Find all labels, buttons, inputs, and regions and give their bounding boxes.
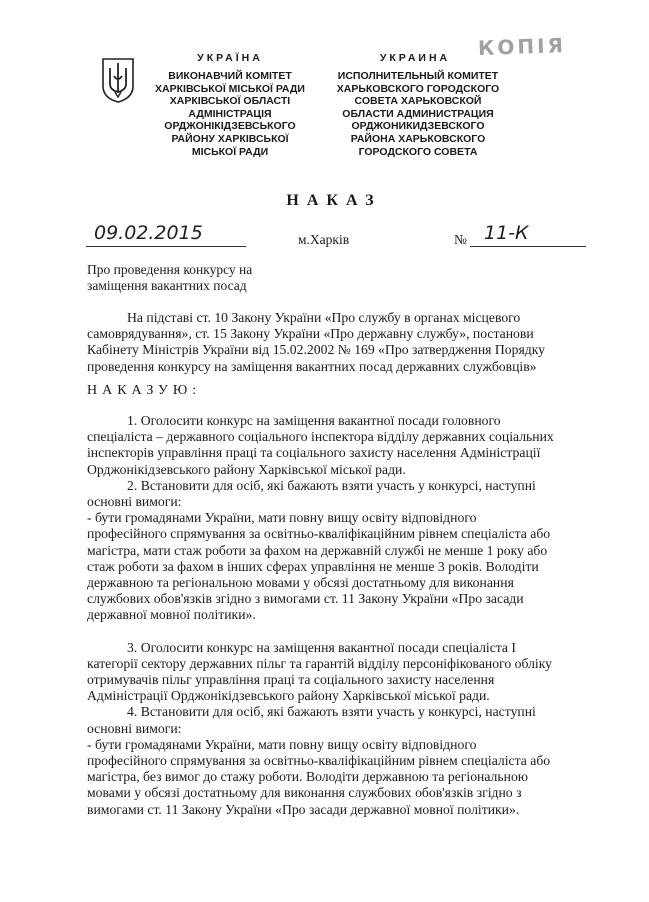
order-item-line: магістра, без вимог до стажу роботи. Володіти державною та регіональною bbox=[87, 769, 529, 785]
copy-stamp bbox=[478, 34, 602, 80]
preamble bbox=[87, 310, 601, 375]
order-item-line: стаж роботи за фахом в інших сферах управління не менше 3 років. Володіти bbox=[87, 558, 539, 574]
date-field bbox=[86, 222, 246, 247]
header-country-ua: УКРАЇНА bbox=[197, 52, 263, 64]
header-left-line: РАЙОНУ ХАРКІВСЬКОЇ bbox=[171, 132, 289, 145]
order-item bbox=[87, 413, 601, 478]
trident-emblem-icon bbox=[100, 56, 136, 104]
subject bbox=[87, 262, 347, 294]
order-item-line: - бути громадянами України, мати повну вищу освіту відповідного bbox=[87, 510, 477, 526]
order-item-line: мовами у обсязі достатньому для виконання службових обов'язків згідно з bbox=[87, 785, 522, 801]
header-left-line: ХАРКІВСЬКОЇ МІСЬКОЇ РАДИ bbox=[155, 82, 305, 95]
header-right-line: РАЙОНА ХАРЬКОВСКОГО bbox=[350, 132, 486, 145]
order-word: НАКАЗУЮ: bbox=[87, 383, 202, 398]
order-item-line: - бути громадянами України, мати повну вищу освіту відповідного bbox=[87, 736, 477, 752]
order-item-line: професійного спрямування за освітньо-кваліфікаційним рівнем спеціаліста або bbox=[87, 526, 551, 542]
order-item-line: державної мовної політики». bbox=[87, 607, 256, 623]
copy-stamp-text: КОПІЯ bbox=[477, 33, 567, 61]
header-right-line: ОБЛАСТИ АДМИНИСТРАЦИЯ bbox=[342, 107, 494, 120]
subject-line: Про проведення конкурсу на bbox=[87, 262, 253, 277]
preamble-line: На підставі ст. 10 Закону України «Про службу в органах місцевого bbox=[127, 310, 521, 325]
order-item-line: магістра, мати стаж роботи за фахом на державній службі не менше 1 року або bbox=[87, 542, 548, 558]
number-field bbox=[470, 222, 586, 247]
header-right-line: ХАРЬКОВСКОГО ГОРОДСКОГО bbox=[336, 82, 500, 95]
number-value: 11-К bbox=[484, 222, 529, 244]
preamble-line: Кабінету Міністрів України від 15.02.2002 № 169 «Про затвердження Порядку bbox=[87, 342, 546, 358]
header-left-block bbox=[150, 70, 310, 158]
order-item-line: професійного спрямування за освітньо-кваліфікаційним рівнем спеціаліста або bbox=[87, 753, 551, 769]
header-right-line: ОРДЖОНИКИДЗЕВСКОГО bbox=[351, 120, 485, 133]
header-left-line: ОРДЖОНІКІДЗЕВСЬКОГО bbox=[164, 120, 296, 133]
order-item-line: 4. Встановити для осіб, які бажають взяти участь у конкурсі, наступні bbox=[127, 704, 536, 720]
order-items bbox=[87, 413, 601, 818]
order-item-line: вимогами ст. 11 Закону України «Про засади державної мовної політики». bbox=[87, 801, 520, 817]
order-item-line: 3. Оголосити конкурс на заміщення вакантної посади спеціаліста I bbox=[127, 639, 516, 655]
order-item bbox=[87, 478, 601, 624]
order-item bbox=[87, 704, 601, 817]
header-left-line: АДМІНІСТРАЦІЯ bbox=[188, 107, 272, 120]
subject-line: заміщення вакантних посад bbox=[87, 278, 247, 294]
document-title: НАКАЗ bbox=[286, 192, 382, 209]
header-right-line: ГОРОДСКОГО СОВЕТА bbox=[358, 145, 478, 158]
preamble-line: проведення конкурсу на заміщення вакантних посад державних службовців» bbox=[87, 358, 537, 374]
order-item-line: державною та регіональною мовами у обсязі достатньому для виконання bbox=[87, 575, 514, 591]
order-item-line: категорії сектору державних пільг та гарантій відділу персоніфікованого обліку bbox=[87, 655, 553, 671]
header-left-line: ХАРКІВСЬКОЇ ОБЛАСТІ bbox=[169, 95, 291, 108]
city-label: м.Харків bbox=[298, 232, 350, 247]
header-left-line: МІСЬКОЇ РАДИ bbox=[191, 145, 269, 158]
order-item-line: інспекторів управління праці та соціального захисту населення Адміністрації bbox=[87, 445, 541, 461]
order-item-line: 1. Оголосити конкурс на заміщення вакантної посади головного bbox=[127, 413, 501, 428]
header-right-line: СОВЕТА ХАРЬКОВСКОЙ bbox=[354, 95, 482, 108]
order-item-line: Орджонікідзевського району Харківської міської ради. bbox=[87, 461, 406, 477]
header-country-ru: УКРАИНА bbox=[379, 52, 451, 64]
order-item-line: службових обов'язків згідно з вимогами ст. 11 Закону України «Про засади bbox=[87, 591, 524, 607]
preamble-line: самоврядування», ст. 15 Закону України «Про державну службу», постанови bbox=[87, 326, 534, 342]
order-item-line: Адміністрації Орджонікідзевського району Харківської міської ради. bbox=[87, 688, 490, 704]
order-item-line: 2. Встановити для осіб, які бажають взяти участь у конкурсі, наступні bbox=[127, 477, 536, 493]
header-right-block bbox=[320, 70, 516, 158]
number-label: № bbox=[454, 232, 467, 247]
header-right-line: ИСПОЛНИТЕЛЬНЫЙ КОМИТЕТ bbox=[337, 70, 499, 82]
order-item bbox=[87, 640, 601, 705]
header-left-line: ВИКОНАВЧИЙ КОМІТЕТ bbox=[168, 70, 292, 82]
order-item-line: отримувачів пільг управління праці та соціального захисту населення bbox=[87, 672, 495, 688]
order-item-line: спеціаліста – державного соціального інспектора відділу державних соціальних bbox=[87, 429, 554, 445]
order-item-line: основні вимоги: bbox=[87, 494, 182, 510]
order-item-line: основні вимоги: bbox=[87, 720, 182, 736]
date-value: 09.02.2015 bbox=[94, 222, 203, 244]
